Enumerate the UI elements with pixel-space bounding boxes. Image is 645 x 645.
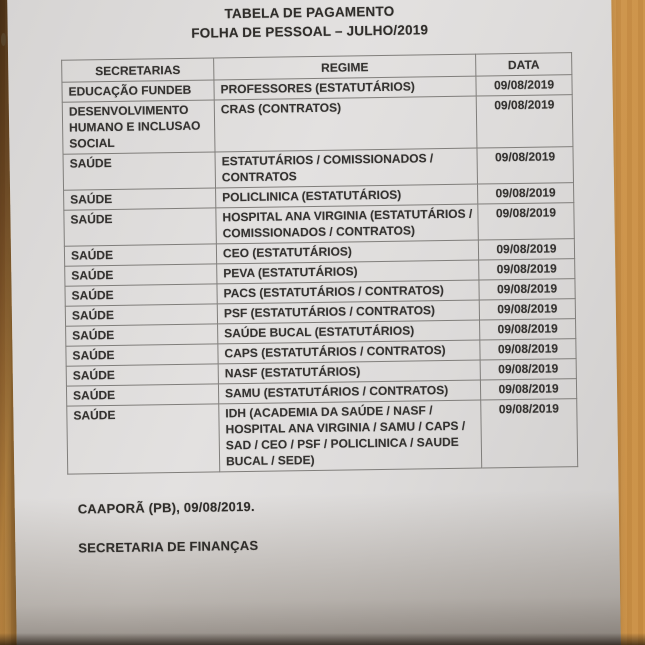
secretaria-cell: SAÚDE (65, 304, 217, 326)
secretaria-cell: SAÚDE (66, 364, 218, 386)
paper-sheet (7, 0, 621, 645)
title-line-2: FOLHA DE PESSOAL – JULHO/2019 (191, 22, 429, 41)
data-cell: 09/08/2019 (480, 339, 576, 360)
data-cell: 09/08/2019 (478, 183, 574, 204)
regime-cell: IDH (ACADEMIA DA SAÚDE / NASF / HOSPITAL ANA VIRGINIA / SAMU / CAPS / SAD / CEO / PSF / POLICLINICA / SAUDE BUCAL / SEDE) (219, 400, 482, 472)
regime-cell: ESTATUTÁRIOS / COMISSIONADOS / CONTRATOS (215, 148, 478, 188)
table-body (62, 75, 578, 475)
data-cell: 09/08/2019 (479, 259, 575, 280)
data-cell: 09/08/2019 (481, 399, 578, 468)
secretaria-cell: SAÚDE (64, 188, 216, 210)
payment-table (61, 52, 578, 475)
col-header-secretarias: SECRETARIAS (62, 58, 214, 82)
paper-edge-mark (1, 33, 6, 46)
secretaria-cell: EDUCAÇÃO FUNDEB (62, 80, 214, 102)
regime-cell: PEVA (ESTATUTÁRIOS) (217, 260, 479, 284)
regime-cell: HOSPITAL ANA VIRGINIA (ESTATUTÁRIOS / COMISSIONADOS / CONTRATOS) (216, 204, 479, 244)
regime-cell: NASF (ESTATUTÁRIOS) (218, 360, 480, 384)
data-cell: 09/08/2019 (477, 147, 574, 184)
regime-cell: PACS (ESTATUTÁRIOS / CONTRATOS) (217, 280, 479, 304)
data-cell: 09/08/2019 (479, 299, 575, 320)
regime-cell: PSF (ESTATUTÁRIOS / CONTRATOS) (217, 300, 479, 324)
secretaria-cell: SAÚDE (66, 344, 218, 366)
table-row (67, 399, 578, 475)
secretaria-cell: SAÚDE (63, 152, 216, 190)
document-footer (78, 494, 620, 556)
data-cell: 09/08/2019 (480, 359, 576, 380)
data-cell: 09/08/2019 (478, 203, 575, 240)
regime-cell: CRAS (CONTRATOS) (214, 96, 477, 152)
table-row (62, 95, 573, 155)
data-cell: 09/08/2019 (480, 319, 576, 340)
regime-cell: SAÚDE BUCAL (ESTATUTÁRIOS) (218, 320, 480, 344)
footer-signature: SECRETARIA DE FINANÇAS (78, 537, 259, 556)
data-cell: 09/08/2019 (480, 379, 576, 400)
secretaria-cell: DESENVOLVIMENTO HUMANO E INCLUSAO SOCIAL (62, 100, 215, 154)
secretaria-cell: SAÚDE (67, 404, 220, 474)
data-cell: 09/08/2019 (476, 75, 572, 96)
data-cell: 09/08/2019 (479, 279, 575, 300)
col-header-regime: REGIME (214, 54, 476, 80)
col-header-data: DATA (476, 53, 572, 76)
title-line-1: TABELA DE PAGAMENTO (224, 3, 395, 22)
secretaria-cell: SAÚDE (65, 264, 217, 286)
regime-cell: CEO (ESTATUTÁRIOS) (216, 240, 478, 264)
secretaria-cell: SAÚDE (64, 244, 216, 266)
secretaria-cell: SAÚDE (66, 384, 218, 406)
regime-cell: POLICLINICA (ESTATUTÁRIOS) (216, 184, 478, 208)
footer-place-date: CAAPORÃ (PB), 09/08/2019. (77, 498, 255, 517)
secretaria-cell: SAÚDE (65, 284, 217, 306)
data-cell: 09/08/2019 (478, 239, 574, 260)
document-title (7, 0, 612, 46)
secretaria-cell: SAÚDE (64, 208, 217, 246)
secretaria-cell: SAÚDE (66, 324, 218, 346)
regime-cell: PROFESSORES (ESTATUTÁRIOS) (214, 76, 476, 100)
data-cell: 09/08/2019 (476, 95, 573, 148)
regime-cell: SAMU (ESTATUTÁRIOS / CONTRATOS) (218, 380, 480, 404)
regime-cell: CAPS (ESTATUTÁRIOS / CONTRATOS) (218, 340, 480, 364)
